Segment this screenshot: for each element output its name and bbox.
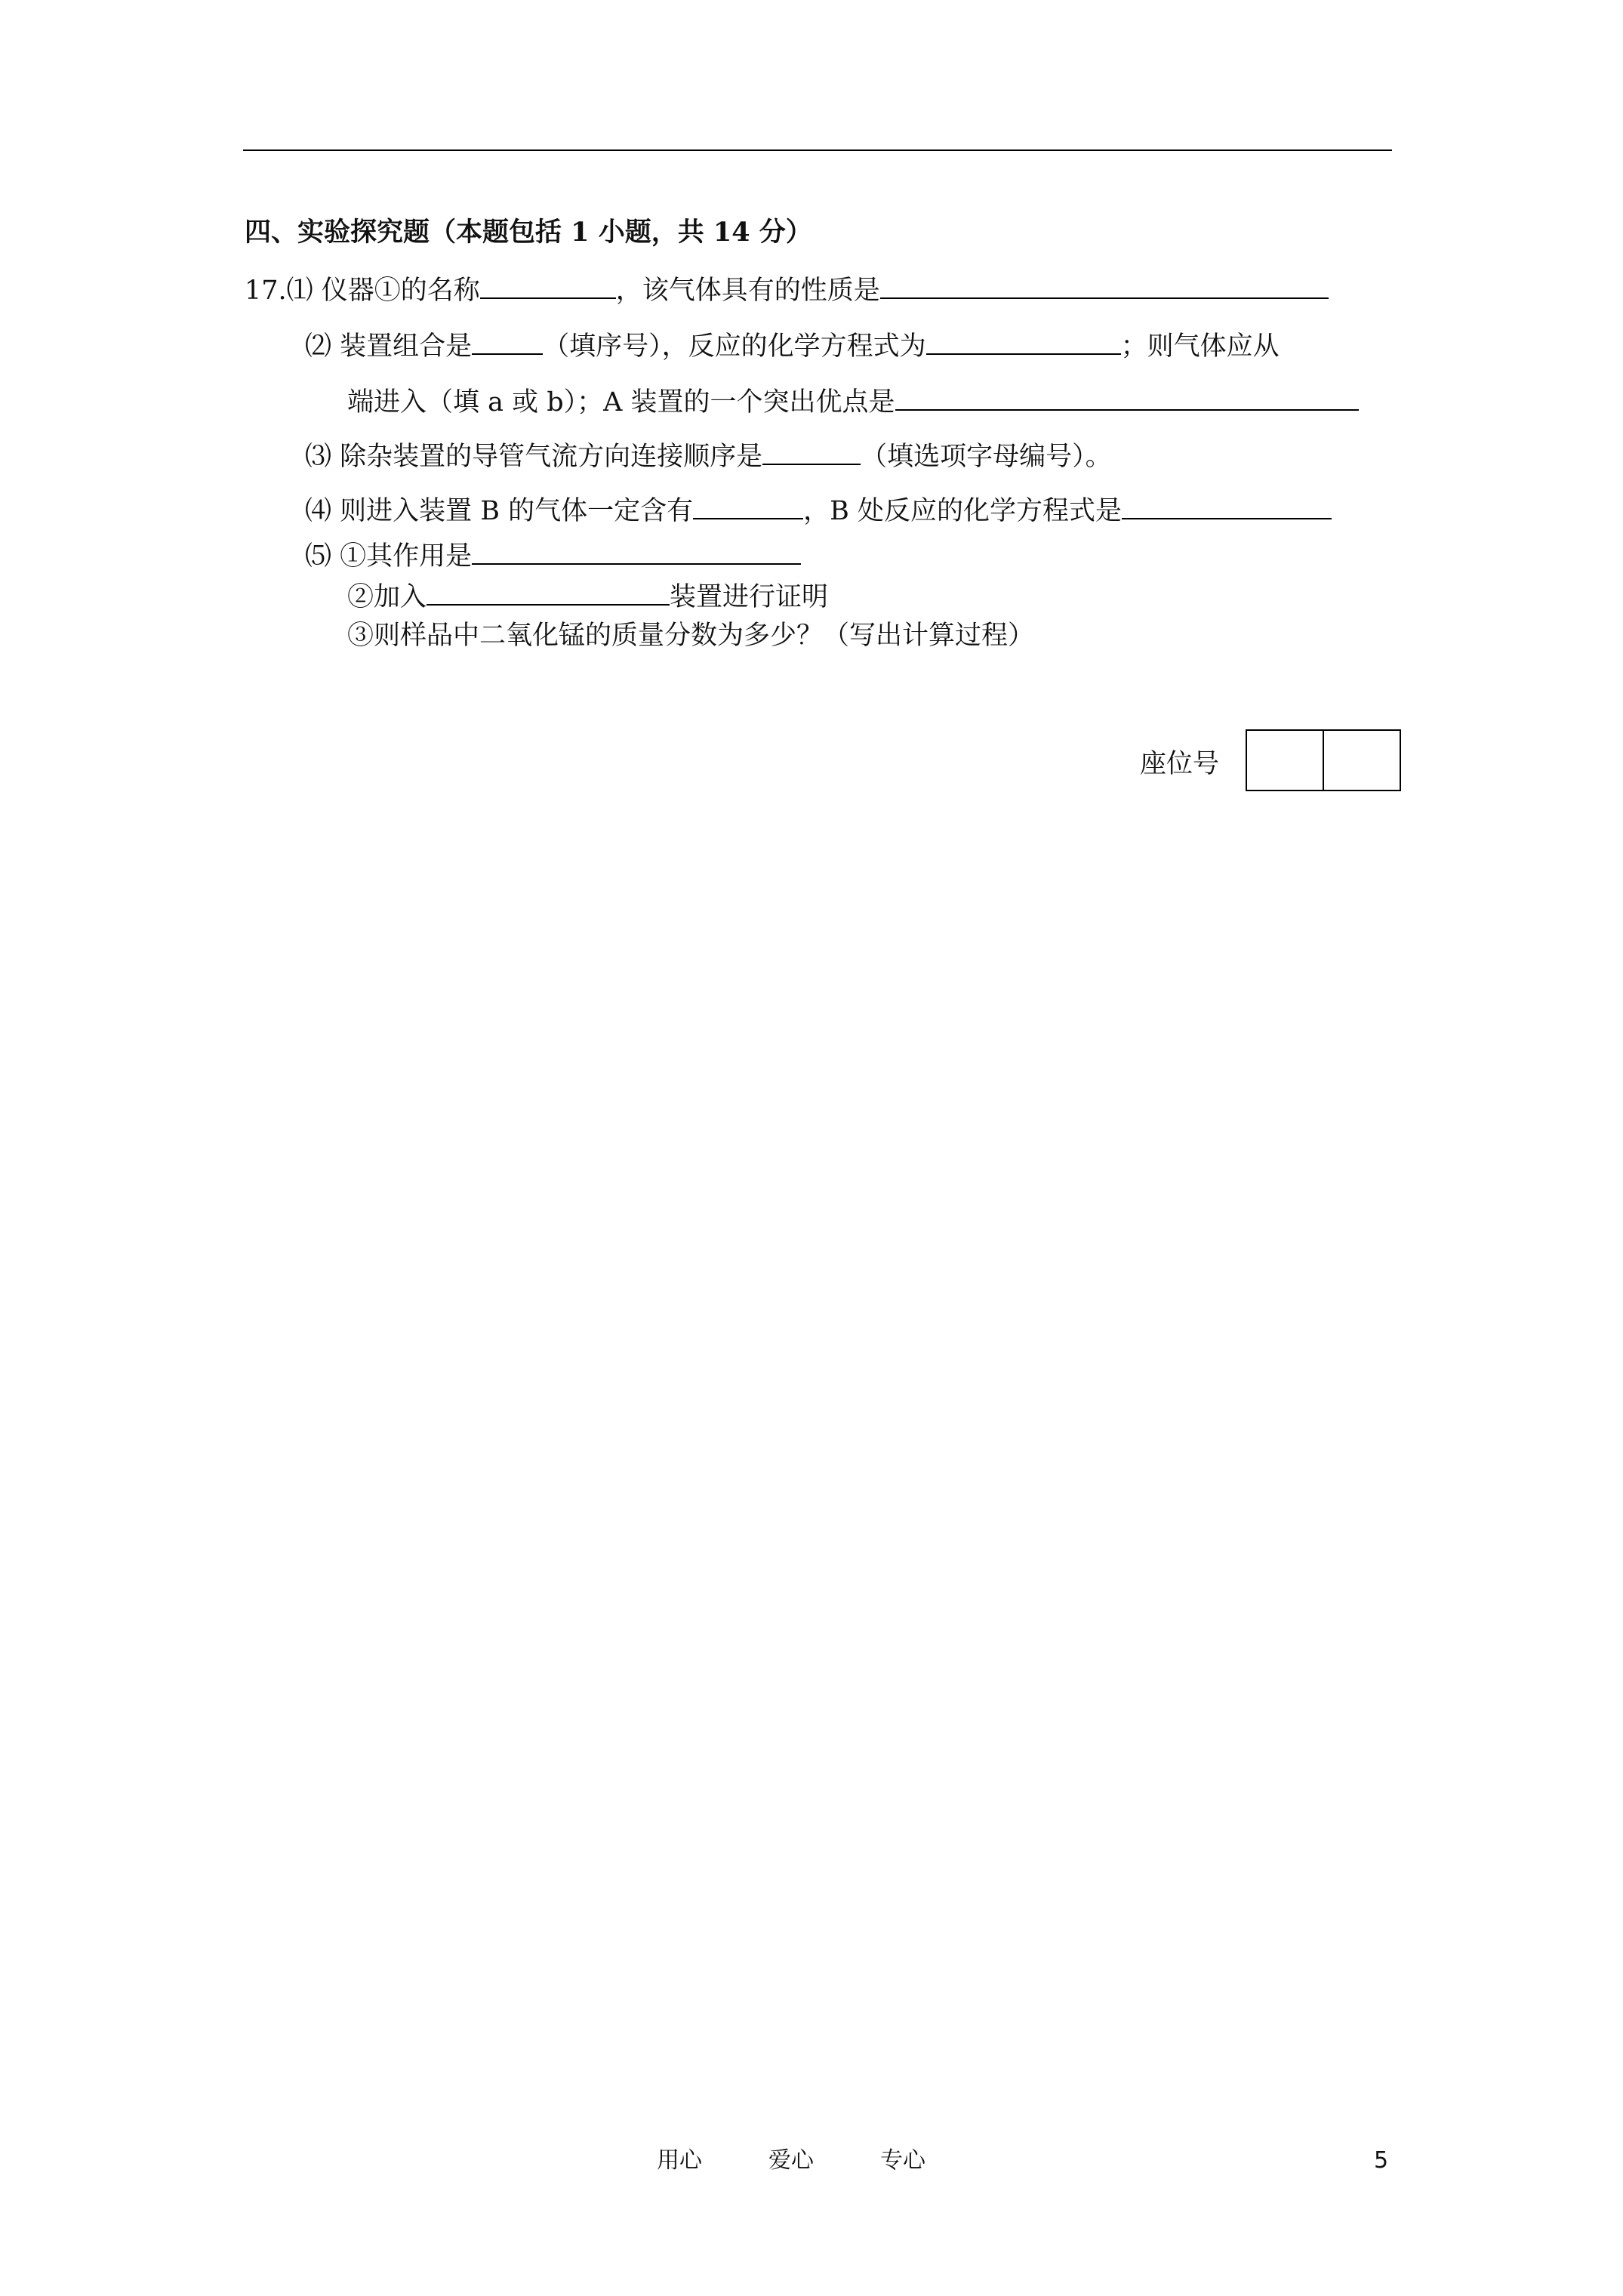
q17-part3-label-2: （填选项字母编号）。 (861, 442, 1112, 472)
footer-motto-2: 爱心 (768, 2147, 814, 2174)
seat-number-label: 座位号 (1140, 749, 1220, 779)
q17-part5-line1 (305, 538, 801, 573)
q17-part5-line2 (347, 578, 828, 614)
q17-part1-label-2: ，该气体具有的性质是 (615, 276, 880, 306)
footer-motto-3: 专心 (880, 2147, 925, 2174)
q17-part3 (305, 438, 1112, 473)
q17-part4-label-2: ，B 处反应的化学方程式是 (803, 496, 1122, 526)
q17-part4-label: ⑷ 则进入装置 B 的气体一定含有 (305, 496, 694, 526)
q17-part1-label: 17.⑴ 仪器①的名称 (245, 276, 480, 306)
answer-blank-device-combination[interactable] (472, 328, 543, 355)
answer-blank-connection-order[interactable] (762, 438, 861, 465)
q17-part5-label-2: ②加入 (347, 582, 427, 612)
answer-blank-add-reagent[interactable] (427, 578, 670, 606)
seat-number-cell-1[interactable] (1247, 731, 1323, 790)
q17-part4 (305, 492, 1332, 528)
q17-part5-label: ⑸ ①其作用是 (305, 541, 473, 572)
answer-blank-gas-property[interactable] (880, 272, 1329, 299)
seat-number-box (1246, 729, 1401, 791)
header-rule (243, 149, 1392, 151)
section-title: 四、实验探究题（本题包括 1 小题，共 14 分） (245, 217, 812, 248)
q17-part3-label: ⑶ 除杂装置的导管气流方向连接顺序是 (305, 442, 763, 472)
q17-part2-label-2: （填序号），反应的化学方程式为 (543, 331, 926, 362)
answer-blank-chemical-equation[interactable] (926, 328, 1121, 355)
answer-blank-b-equation[interactable] (1122, 492, 1332, 519)
answer-blank-gas-content[interactable] (693, 492, 803, 519)
q17-part5-label-3: 装置进行证明 (670, 582, 829, 612)
answer-blank-function[interactable] (472, 538, 801, 565)
q17-part2-label-3: ；则气体应从 (1120, 331, 1280, 362)
answer-blank-instrument-name[interactable] (480, 272, 616, 299)
q17-part1 (245, 272, 1329, 307)
q17-part2-label-4: 端进入（填 a 或 b）；A 装置的一个突出优点是 (347, 387, 895, 418)
page-number: 5 (1374, 2147, 1389, 2174)
seat-number-cell-2[interactable] (1323, 731, 1400, 790)
answer-blank-advantage[interactable] (895, 384, 1359, 411)
q17-part2-label: ⑵ 装置组合是 (305, 331, 473, 362)
footer-motto-1: 用心 (657, 2147, 702, 2174)
q17-part2-line1 (305, 328, 1280, 363)
q17-part5-line3: ③则样品中二氧化锰的质量分数为多少？（写出计算过程） (347, 621, 1035, 651)
q17-part2-line2 (347, 384, 1359, 419)
